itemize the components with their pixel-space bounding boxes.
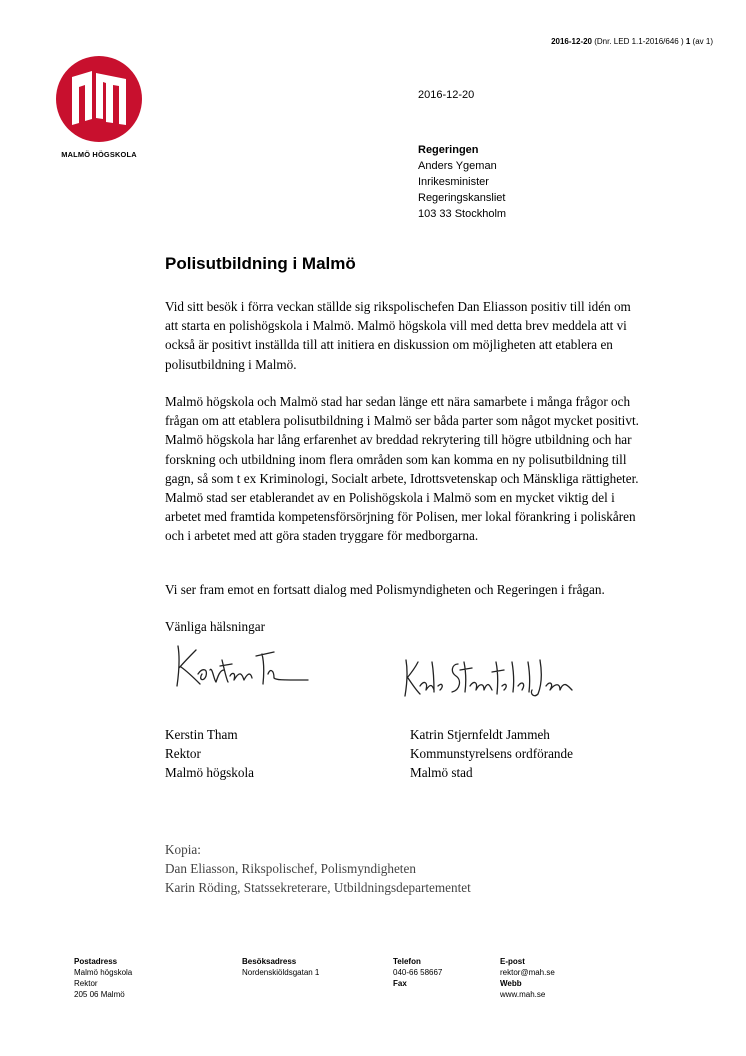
letter-date: 2016-12-20 bbox=[418, 89, 475, 101]
signer-organization: Malmö högskola bbox=[165, 765, 255, 781]
signature-katrin-stjernfeldt-jammeh bbox=[400, 650, 575, 700]
signer-name: Katrin Stjernfeldt Jammeh bbox=[410, 727, 550, 742]
signer-block bbox=[410, 725, 573, 783]
footer-value: 205 06 Malmö bbox=[74, 990, 125, 999]
letter-title: Polisutbildning i Malmö bbox=[165, 254, 356, 273]
signature-kerstin-tham bbox=[170, 640, 310, 692]
body-paragraph: Vid sitt besök i förra veckan ställde sig rikspolischefen Dan Eliasson positiv till idén om att starta en polishögskola i Malmö. Malmö högskola vill med detta brev meddela att vi också är positivt inställda till att initiera en diskussion om möjligheten att etablera en polisutbildning i Malmö. bbox=[165, 299, 631, 372]
logo-text: MALMÖ HÖGSKOLA bbox=[61, 150, 137, 159]
signer-name: Kerstin Tham bbox=[165, 727, 238, 742]
footer-label: Webb bbox=[500, 979, 522, 988]
footer-label: Fax bbox=[393, 979, 407, 988]
email-link[interactable]: rektor@mah.se bbox=[500, 968, 555, 977]
page-number: 1 bbox=[685, 37, 691, 46]
recipient-line: 103 33 Stockholm bbox=[418, 208, 507, 220]
footer-value: Nordenskiöldsgatan 1 bbox=[242, 968, 320, 977]
signer-block bbox=[165, 725, 254, 783]
signer-role: Rektor bbox=[165, 746, 201, 762]
copy-list bbox=[165, 840, 471, 897]
footer-telefon bbox=[393, 956, 442, 989]
footer-value: Malmö högskola bbox=[74, 968, 133, 977]
body-paragraph: Vi ser fram emot en fortsatt dialog med Polismyndigheten och Regeringen i frågan. bbox=[165, 582, 605, 597]
signer-organization: Malmö stad bbox=[410, 765, 473, 781]
recipient-line: Anders Ygeman bbox=[418, 160, 497, 172]
footer-label: Telefon bbox=[393, 957, 421, 966]
document-reference bbox=[551, 37, 713, 46]
recipient-block bbox=[418, 142, 506, 222]
recipient-line: Inrikesminister bbox=[418, 176, 489, 188]
malmo-hogskola-logo bbox=[52, 55, 148, 165]
website-link[interactable]: www.mah.se bbox=[500, 990, 546, 999]
copy-recipient: Karin Röding, Statssekreterare, Utbildningsdepartementet bbox=[165, 880, 471, 895]
footer-label: Besöksadress bbox=[242, 957, 297, 966]
footer-label: Postadress bbox=[74, 957, 118, 966]
signer-role: Kommunstyrelsens ordförande bbox=[410, 746, 573, 762]
logo-emblem-icon bbox=[55, 55, 143, 143]
footer-value: Rektor bbox=[74, 979, 98, 988]
reference-number: (Dnr. LED 1.1-2016/646 ) bbox=[594, 37, 684, 46]
footer-value: 040-66 58667 bbox=[393, 968, 443, 977]
page-total: (av 1) bbox=[692, 37, 713, 46]
closing-greeting: Vänliga hälsningar bbox=[165, 619, 265, 634]
reference-date: 2016-12-20 bbox=[551, 37, 592, 46]
footer-epost bbox=[500, 956, 555, 1000]
body-paragraph: Malmö högskola och Malmö stad har sedan länge ett nära samarbete i många frågor och frågan om att etablera polisutbildning i Malmö ser båda parter som något mycket positivt. Malmö högskola har lång erfarenhet av breddad rekrytering till högre utbildning och har forskning och utbildning inom flera områden som kan komma en ny polisutbildning till gagn, så som t ex Kriminologi, Socialt arbete, Idrottsvetenskap och Mänskliga rättigheter. Malmö stad ser etablerandet av en Polishögskola i Malmö som en mycket viktig del i arbetet med framtida kompetensförsörjning för Polisen, mer lokal förankring i poliskåren och i arbetet med att göra staden tryggare för medborgarna. bbox=[165, 394, 639, 544]
footer-label: E-post bbox=[500, 957, 525, 966]
copy-label: Kopia: bbox=[165, 842, 201, 857]
recipient-name: Regeringen bbox=[418, 144, 479, 156]
copy-recipient: Dan Eliasson, Rikspolischef, Polismyndigheten bbox=[165, 861, 416, 876]
footer-besoksadress bbox=[242, 956, 319, 978]
footer-postadress bbox=[74, 956, 132, 1000]
recipient-line: Regeringskansliet bbox=[418, 192, 506, 204]
